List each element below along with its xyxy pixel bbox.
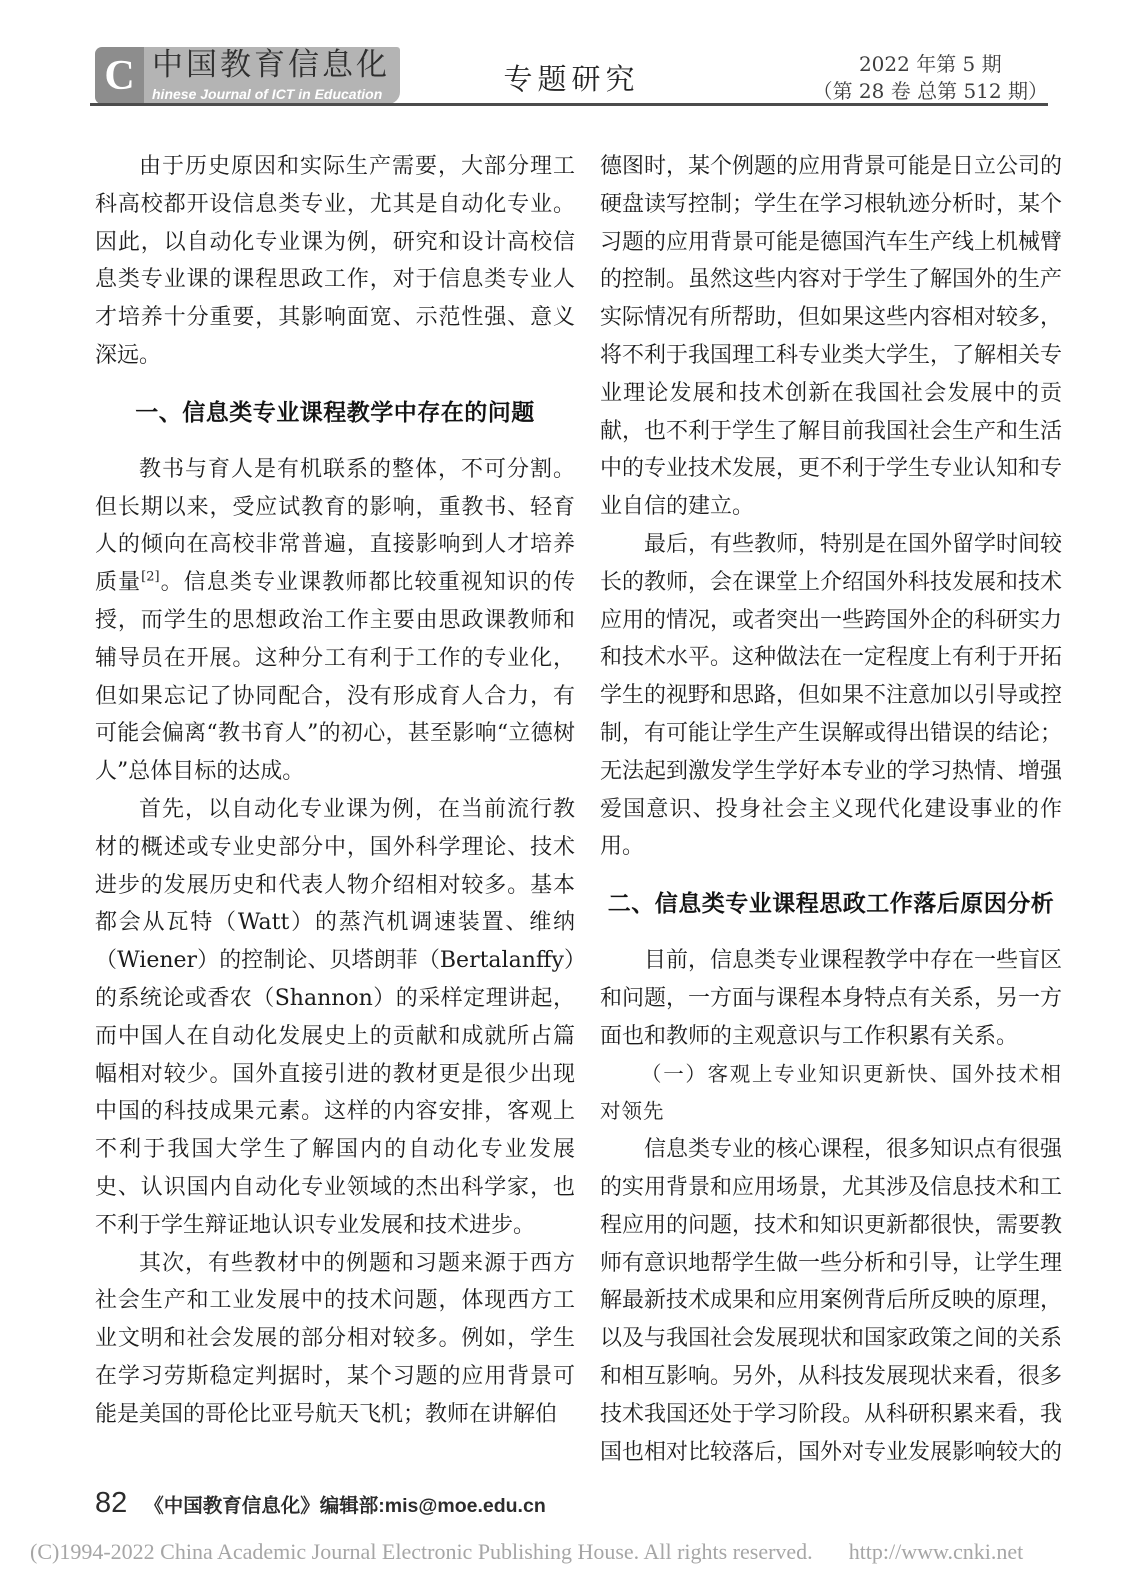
right-column bbox=[600, 148, 1062, 1471]
page-footer bbox=[95, 1487, 546, 1520]
paragraph-core-courses: 信息类专业的核心课程，很多知识点有很强的实用背景和应用场景，尤其涉及信息技术和工程应用的问题，技术和知识更新都很快，需要教师有意识地帮学生做一些分析和引导，让学生理解最新技术成果和应用案例背后所反映的原理，以及与我国社会发展现状和国家政策之间的关系和相互影响。另外，从科技发展现状来看，很多技术我国还处于学习阶段。从科研积累来看，我国也相对比较落后，国外对专业发展影响较大的 bbox=[600, 1137, 1063, 1465]
logo-c-icon: C bbox=[95, 47, 144, 104]
copyright-url: http://www.cnki.net bbox=[848, 1539, 1024, 1564]
issue-info bbox=[813, 51, 1048, 105]
paragraph-third-point: 最后，有些教师，特别是在国外留学时间较长的教师，会在课堂上介绍国外科技发展和技术应用的情况，或者突出一些跨国外企的科研实力和技术水平。这种做法在一定程度上有利于开拓学生的视野和思路，但如果不注意加以引导或控制，有可能让学生产生误解或得出错误的结论；无法起到激发学生学好本专业的学习热情、增强爱国意识、投身社会主义现代化建设事业的作用。 bbox=[600, 531, 1063, 860]
issue-line1: 2022 年第 5 期 bbox=[858, 52, 1002, 76]
paragraph-first-point: 首先，以自动化专业课为例，在当前流行教材的概述或专业史部分中，国外科学理论、技术进步的发展历史和代表人物介绍相对较多。基本都会从瓦特（Watt）的蒸汽机调速装置、维纳（Wiener）的控制论、贝塔朗菲（Bertalanffy）的系统论或香农（Shannon）的采样定理讲起，而中国人在自动化发展史上的贡献和成就所占篇幅相对较少。国外直接引进的教材更是很少出现中国的科技成果元素。这样的内容安排，客观上不利于我国大学生了解国内的自动化专业发展史、认识国内自动化专业领域的杰出科学家，也不利于学生辩证地认识专业发展和技术进步。 bbox=[95, 796, 575, 1238]
journal-title-en: hinese Journal of ICT in Education bbox=[152, 86, 383, 102]
article-body bbox=[95, 148, 1062, 1471]
column-section-label: 专题研究 bbox=[503, 64, 640, 96]
left-column bbox=[95, 148, 575, 1471]
paragraph-current-state: 目前，信息类专业课程教学中存在一些盲区和问题，一方面与课程本身特点有关系，另一方面也和教师的主观意识与工作积累有关系。 bbox=[600, 948, 1063, 1049]
paragraph-teaching bbox=[95, 451, 575, 791]
page-number: 82 bbox=[95, 1487, 128, 1519]
paragraph-text: 教书与育人是有机联系的整体，不可分割。但长期以来，受应试教育的影响，重教书、轻育人的倾向在高校非常普遍，直接影响到人才培养质量 bbox=[95, 456, 575, 596]
issue-line2: （第 28 卷 总第 512 期） bbox=[812, 79, 1048, 103]
subsection-heading-1: （一）客观上专业知识更新快、国外技术相对领先 bbox=[600, 1061, 1062, 1124]
header-divider bbox=[90, 103, 1048, 106]
copyright-text: (C)1994-2022 China Academic Journal Electronic Publishing House. All rights reserved. bbox=[30, 1539, 813, 1564]
paragraph-second-point-cont: 德图时，某个例题的应用背景可能是日立公司的硬盘读写控制；学生在学习根轨迹分析时，某个习题的应用背景可能是德国汽车生产线上机械臂的控制。虽然这些内容对于学生了解国外的生产实际情况有所帮助，但如果这些内容相对较多，将不利于我国理工科专业类大学生，了解相关专业理论发展和技术创新在我国社会发展中的贡献，也不利于学生了解目前我国社会生产和生活中的专业技术发展，更不利于学生专业认知和专业自信的建立。 bbox=[600, 154, 1063, 520]
citation-ref: [2] bbox=[141, 569, 160, 585]
editorial-contact: 《中国教育信息化》编辑部:mis@moe.edu.cn bbox=[144, 1495, 546, 1517]
section-heading-2: 二、信息类专业课程思政工作落后原因分析 bbox=[607, 890, 1055, 917]
paragraph-text: 。信息类专业课教师都比较重视知识的传授，而学生的思想政治工作主要由思政课教师和辅导员在开展。这种分工有利于工作的专业化，但如果忘记了协同配合，没有形成育人合力，有可能会偏离“教书育人”的初心，甚至影响“立德树人”总体目标的达成。 bbox=[95, 570, 575, 785]
copyright-line bbox=[30, 1539, 1120, 1565]
paragraph-second-point: 其次，有些教材中的例题和习题来源于西方社会生产和工业发展中的技术问题，体现西方工业文明和社会发展的部分相对较多。例如，学生在学习劳斯稳定判据时，某个习题的应用背景可能是美国的哥伦比亚号航天飞机；教师在讲解伯 bbox=[95, 1250, 575, 1427]
paragraph-intro: 由于历史原因和实际生产需要，大部分理工科高校都开设信息类专业，尤其是自动化专业。因此，以自动化专业课为例，研究和设计高校信息类专业课的课程思政工作，对于信息类专业人才培养十分重要，其影响面宽、示范性强、意义深远。 bbox=[95, 154, 575, 368]
section-heading-1: 一、信息类专业课程教学中存在的问题 bbox=[135, 398, 535, 425]
journal-title-zh: 中国教育信息化 bbox=[152, 47, 390, 83]
